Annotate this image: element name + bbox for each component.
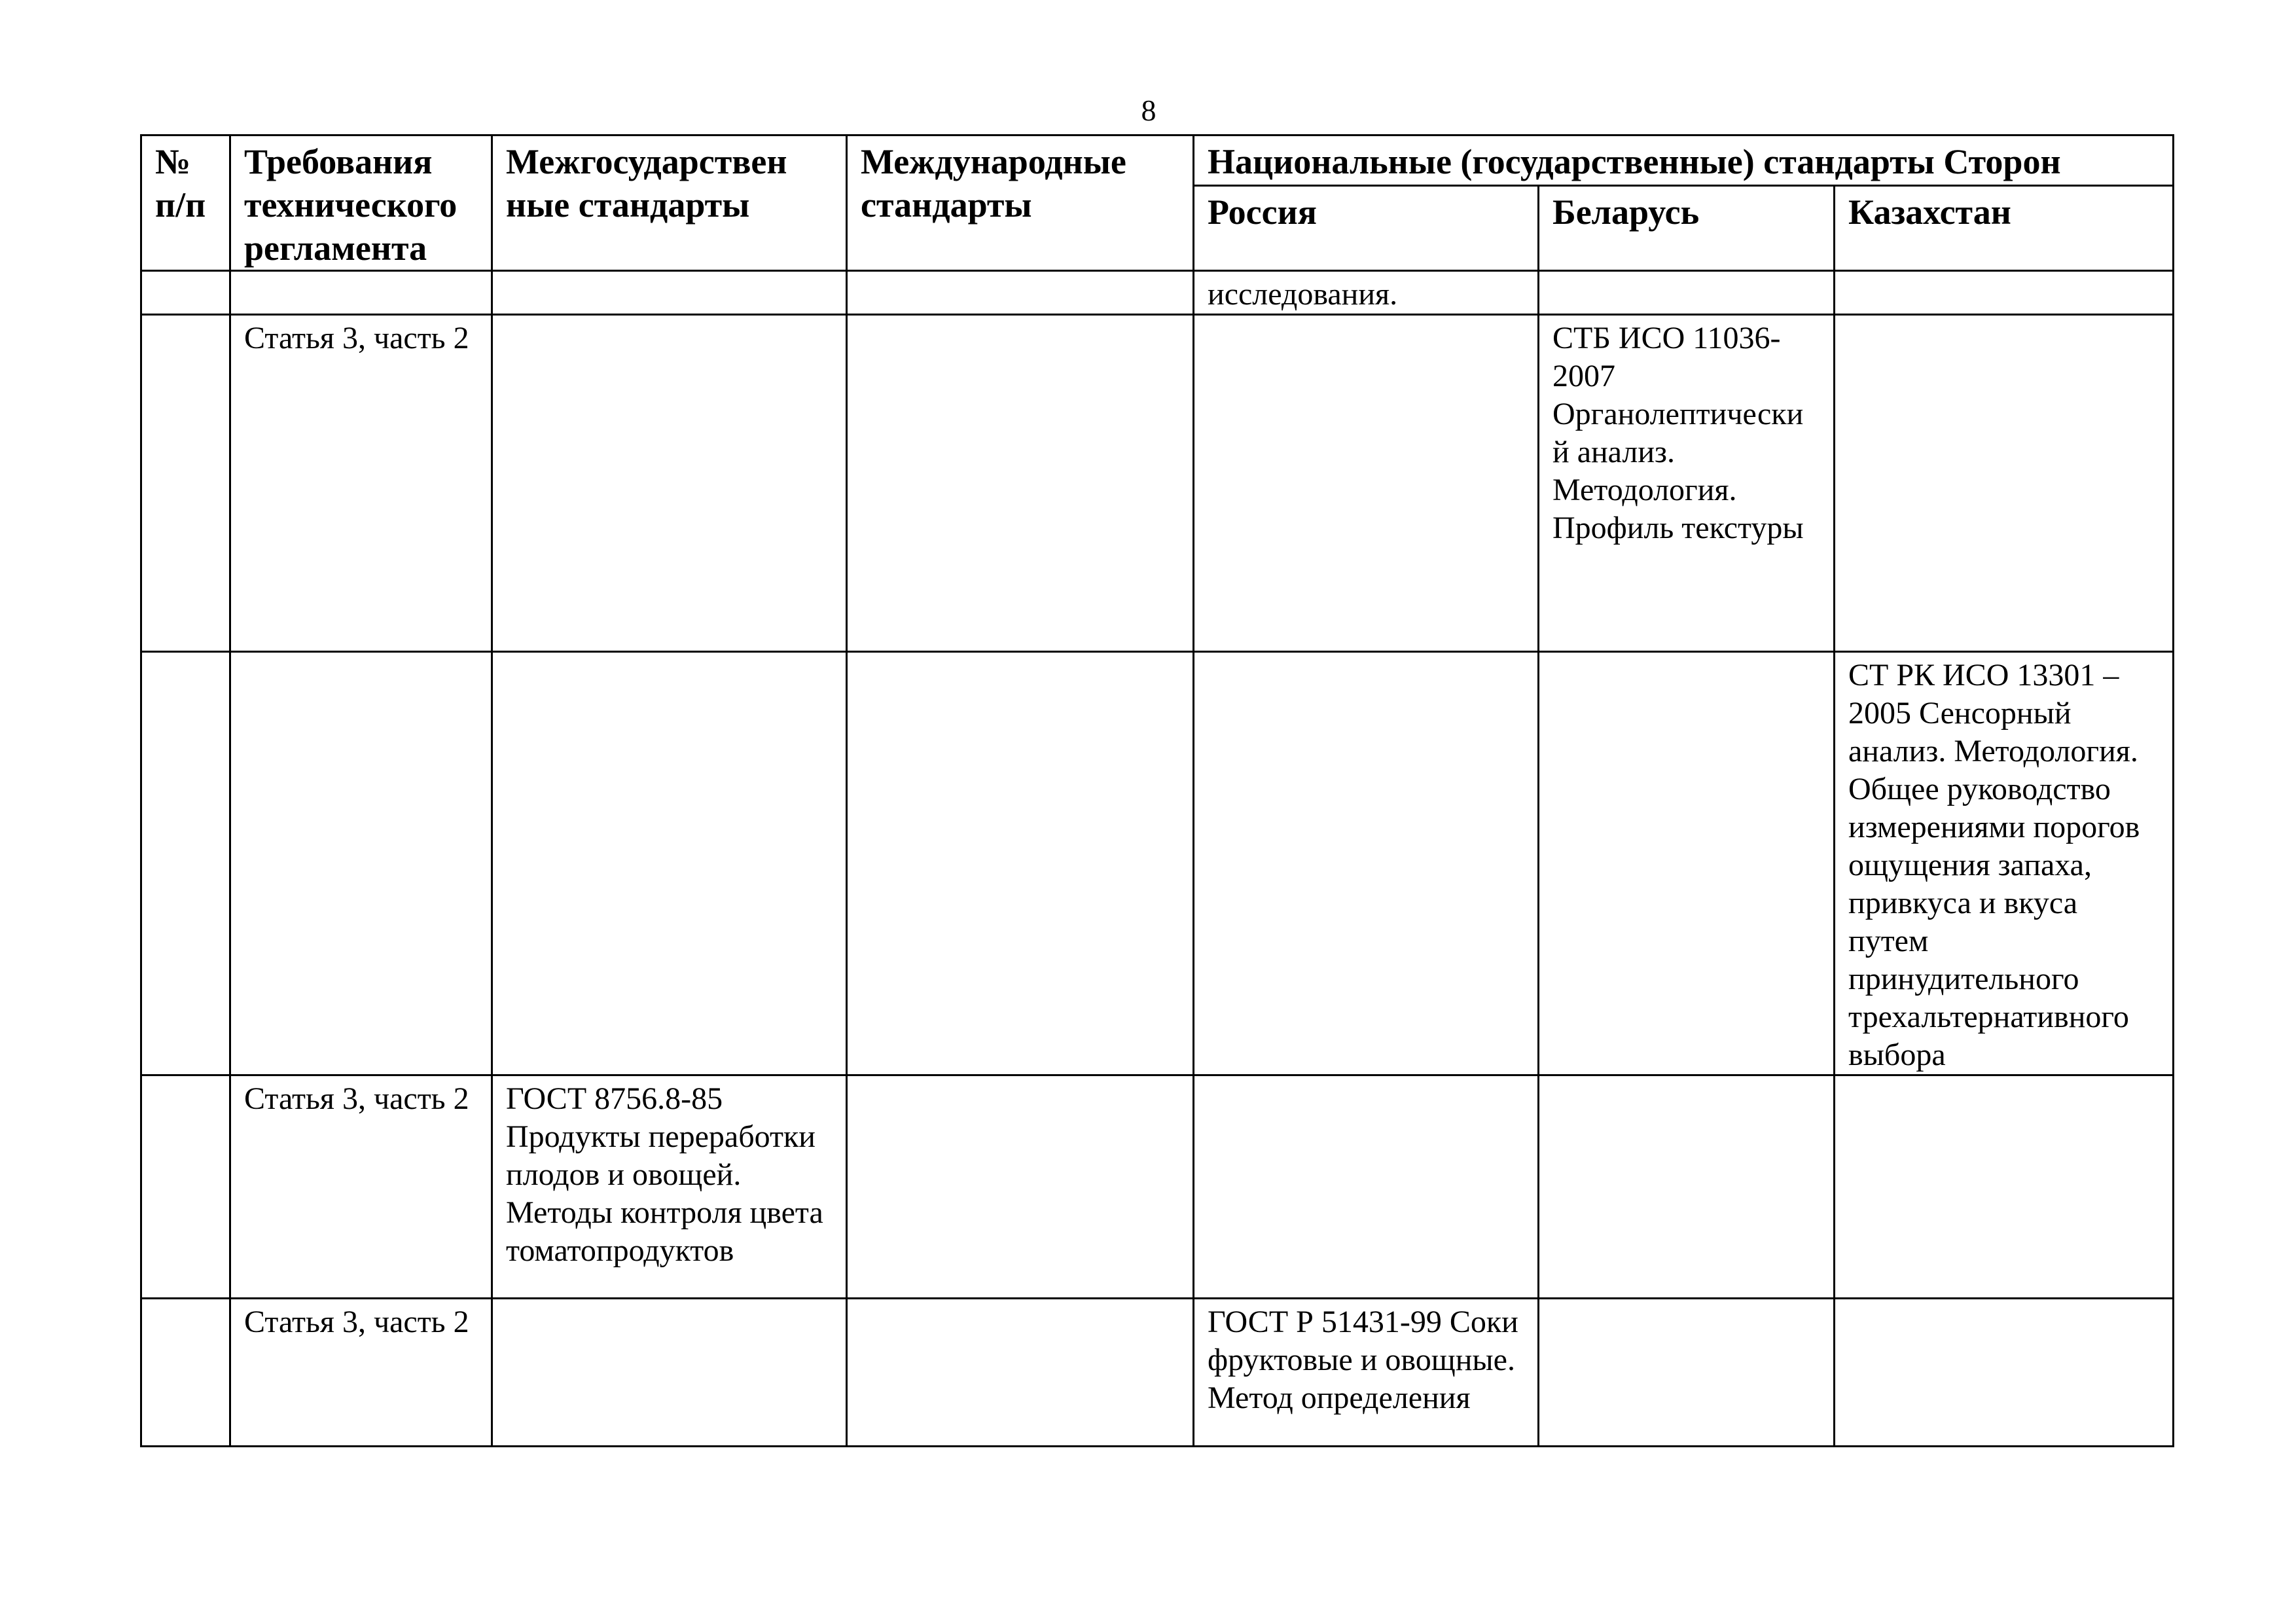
cell-belarus: СТБ ИСО 11036-2007 Органолептически й анализ. Методология. Профиль текстуры [1539, 315, 1835, 652]
cell-interstate: ГОСТ 8756.8-85 Продукты переработки плодов и овощей. Методы контроля цвета томатопродуктов [492, 1075, 847, 1299]
standards-table [140, 134, 2174, 1447]
table-row [141, 652, 2174, 1075]
table-row [141, 271, 2174, 315]
page-number: 8 [1141, 94, 1157, 127]
cell-kazakhstan [1835, 271, 2174, 315]
cell-international [847, 1299, 1194, 1447]
cell-requirement: Статья 3, часть 2 [230, 315, 492, 652]
header-row-top [141, 135, 2174, 186]
cell-russia [1194, 1075, 1539, 1299]
header-num: № п/п [141, 135, 230, 271]
cell-interstate [492, 271, 847, 315]
cell-russia: исследования. [1194, 271, 1539, 315]
cell-num [141, 1075, 230, 1299]
cell-international [847, 1075, 1194, 1299]
header-interstate: Межгосударствен ные стандарты [492, 135, 847, 271]
cell-num [141, 1299, 230, 1447]
cell-kazakhstan [1835, 1075, 2174, 1299]
header-kazakhstan: Казахстан [1835, 186, 2174, 271]
cell-interstate [492, 1299, 847, 1447]
cell-num [141, 315, 230, 652]
cell-belarus [1539, 1299, 1835, 1447]
cell-international [847, 271, 1194, 315]
cell-russia: ГОСТ Р 51431-99 Соки фруктовые и овощные. Метод определения [1194, 1299, 1539, 1447]
cell-belarus [1539, 271, 1835, 315]
table-row [141, 315, 2174, 652]
header-belarus: Беларусь [1539, 186, 1835, 271]
cell-kazakhstan [1835, 1299, 2174, 1447]
cell-belarus [1539, 652, 1835, 1075]
table-row [141, 1299, 2174, 1447]
cell-russia [1194, 652, 1539, 1075]
cell-requirement [230, 652, 492, 1075]
cell-international [847, 652, 1194, 1075]
cell-num [141, 271, 230, 315]
cell-requirement: Статья 3, часть 2 [230, 1299, 492, 1447]
header-requirements: Требования технического регламента [230, 135, 492, 271]
cell-interstate [492, 652, 847, 1075]
header-russia: Россия [1194, 186, 1539, 271]
table-row [141, 1075, 2174, 1299]
header-international: Международные стандарты [847, 135, 1194, 271]
cell-requirement: Статья 3, часть 2 [230, 1075, 492, 1299]
cell-russia [1194, 315, 1539, 652]
header-national: Национальные (государственные) стандарты Сторон [1194, 135, 2174, 186]
cell-kazakhstan [1835, 315, 2174, 652]
cell-belarus [1539, 1075, 1835, 1299]
cell-interstate [492, 315, 847, 652]
cell-requirement [230, 271, 492, 315]
cell-international [847, 315, 1194, 652]
cell-kazakhstan: СТ РК ИСО 13301 – 2005 Сенсорный анализ. Методология. Общее руководство измерениями порогов ощущения запаха, привкуса и вкуса путем принудительного трехальтернативного выбора [1835, 652, 2174, 1075]
cell-num [141, 652, 230, 1075]
